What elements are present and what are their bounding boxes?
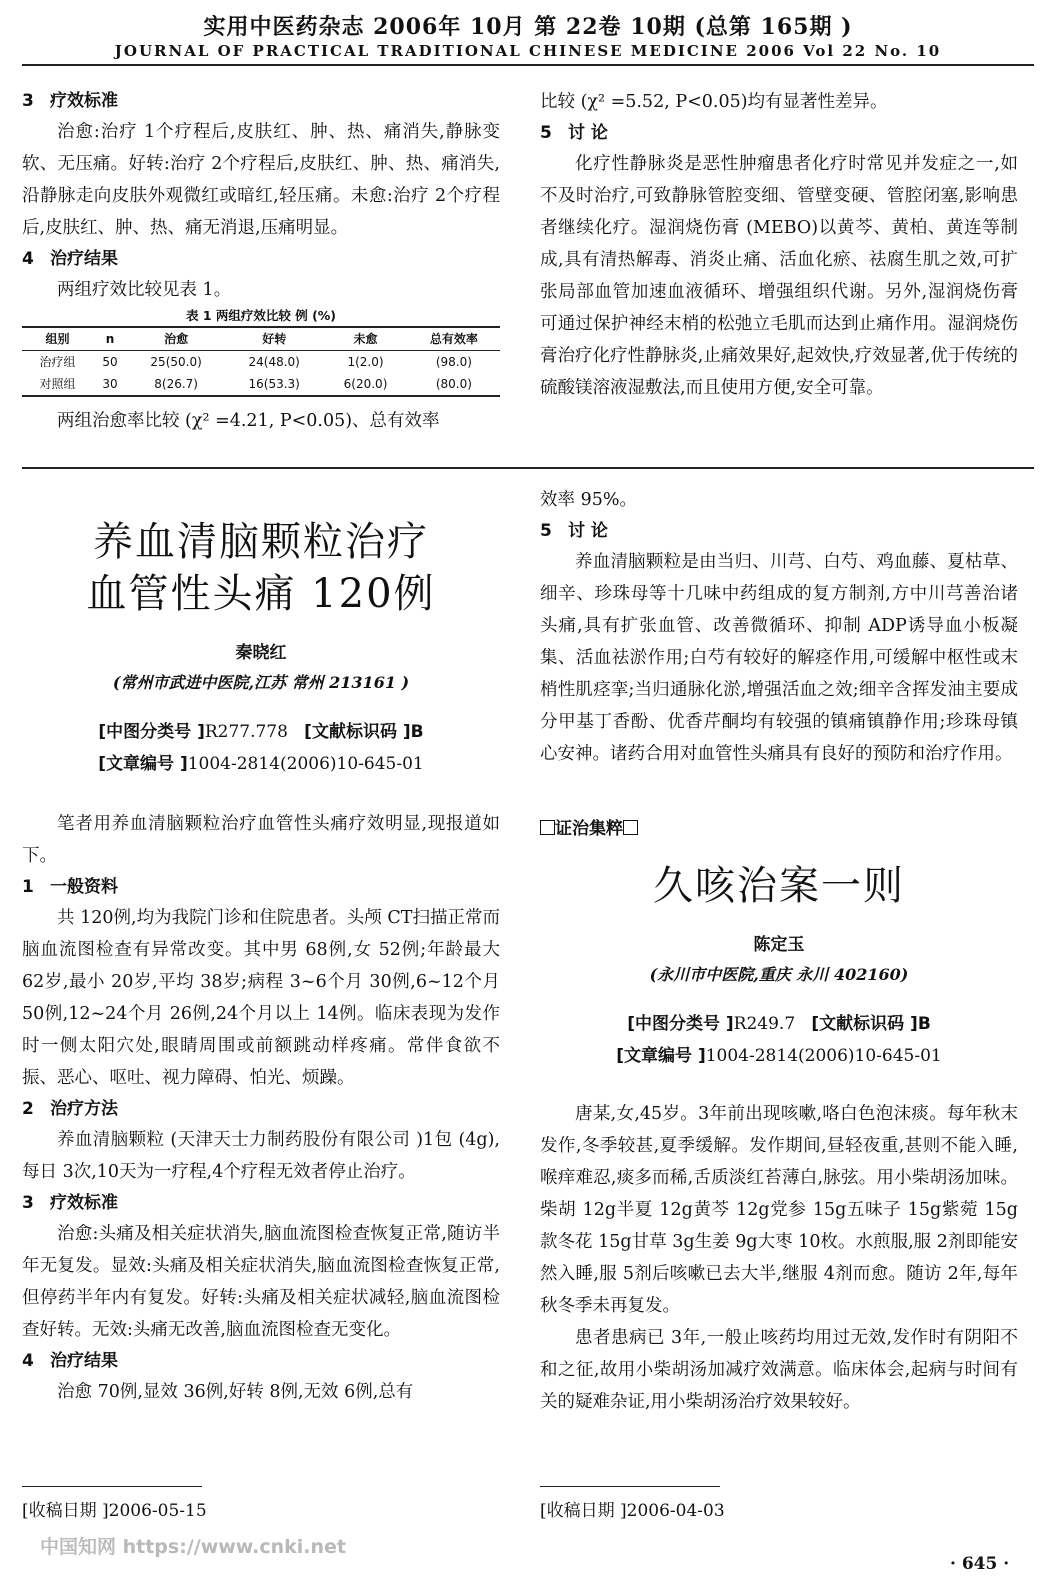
paragraph: 化疗性静脉炎是恶性肿瘤患者化疗时常见并发症之一,如不及时治疗,可致静脉管腔变细、管壁变硬、管腔闭塞,影响患者继续化疗。湿润烧伤膏 (MEBO)以黄芩、黄柏、黄连等制成,具有清热解毒、消炎止痛、活血化瘀、祛腐生肌之效,可扩张局部血管加速血液循环、增强组织代谢。另外,湿润烧伤膏可通过保护神经末梢的松弛立毛肌而达到止痛作用。湿润烧伤膏治疗化疗性静脉炎,止痛效果好,起效快,疗效显著,优于传统的硫酸镁溶液湿敷法,而且使用方便,安全可靠。 — [540, 154, 1018, 398]
section-heading: 4 治疗结果 — [22, 249, 118, 269]
results-table — [22, 326, 500, 397]
section-heading: 5 讨 论 — [540, 521, 608, 541]
article1-author: 秦晓红 — [235, 643, 287, 663]
article2-received-date: [收稿日期 ]2006-04-03 — [540, 1501, 725, 1521]
footnote-rule — [540, 1486, 720, 1487]
table-cell: (80.0) — [435, 377, 472, 391]
table-cell: 30 — [102, 377, 118, 391]
section-heading: 3 疗效标准 — [22, 91, 118, 111]
journal-header-en: JOURNAL OF PRACTICAL TRADITIONAL CHINESE MEDICINE 2006 Vol 22 No. 10 — [114, 42, 942, 60]
paragraph: 治愈:治疗 1个疗程后,皮肤红、肿、热、痛消失,静脉变软、无压痛。好转:治疗 2个疗程后,皮肤红、肿、热、痛消失,沿静脉走向皮肤外观微红或暗红,轻压痛。未愈:治疗 2个疗程后,皮肤红、肿、热、痛无消退,压痛明显。 — [22, 122, 500, 238]
paragraph: 治愈:头痛及相关症状消失,脑血流图检查恢复正常,随访半年无复发。显效:头痛及相关症状消失,脑血流图检查恢复正常,但停药半年内有复发。好转:头痛及相关症状减轻,脑血流图检查好转。无效:头痛无改善,脑血流图检查无变化。 — [22, 1224, 500, 1340]
paragraph: 唐某,女,45岁。3年前出现咳嗽,咯白色泡沫痰。每年秋末发作,冬季较甚,夏季缓解。发作期间,昼轻夜重,甚则不能入睡,喉痒难忍,痰多而稀,舌质淡红苔薄白,脉弦。用小柴胡汤加味。柴胡 12g半夏 12g黄芩 12g党参 15g五味子 15g紫菀 15g款冬花 15g甘草 3g生姜 9g大枣 10枚。水煎服,服 2剂即能安然入睡,服 5剂后咳嗽已去大半,继服 4剂而愈。随访 2年,每年秋冬季未再复发。 — [540, 1104, 1018, 1316]
article2-author: 陈定玉 — [753, 935, 805, 955]
article2-affiliation: (永川市中医院,重庆 永川 402160) — [649, 965, 909, 984]
paragraph: 患者患病已 3年,一般止咳药均用过无效,发作时有阴阳不和之征,故用小柴胡汤加减疗效满意。临床体会,起病与时间有关的疑难杂证,用小柴胡汤治疗效果较好。 — [540, 1328, 1018, 1412]
header-rule — [22, 64, 1034, 66]
article1-title-line2: 血管性头痛 120例 — [86, 571, 436, 617]
article2-title: 久咳治案一则 — [653, 863, 905, 909]
paragraph: 笔者用养血清脑颗粒治疗血管性头痛疗效明显,现报道如下。 — [22, 814, 500, 866]
paragraph: 治愈 70例,显效 36例,好转 8例,无效 6例,总有 — [57, 1382, 414, 1402]
footnote-rule — [22, 1486, 202, 1487]
box-icon — [623, 820, 638, 835]
page-number: · 645 · — [950, 1554, 1010, 1574]
table-header-cell: 治愈 — [164, 332, 189, 346]
section-heading: 3 疗效标准 — [22, 1193, 118, 1213]
table-cell: 对照组 — [39, 377, 76, 391]
paragraph: 共 120例,均为我院门诊和住院患者。头颅 CT扫描正常而脑血流图检查有异常改变。其中男 68例,女 52例;年龄最大 62岁,最小 20岁,平均 38岁;病程 3~6个月 30例,6~12个月 50例,12~24个月 26例,24个月以上 14例。临床表现为发作时一侧太阳穴处,眼睛周围或前额跳动样疼痛。常伴食欲不振、恶心、呕吐、视力障碍、怕光、烦躁。 — [22, 908, 500, 1088]
table-row — [22, 373, 500, 396]
section-heading: 5 讨 论 — [540, 123, 608, 143]
paragraph: 两组疗效比较见表 1。 — [57, 280, 232, 300]
table-cell: 6(20.0) — [343, 377, 388, 391]
paragraph-continuation: 效率 95%。 — [540, 490, 637, 510]
table-cell: 16(53.3) — [248, 377, 300, 391]
article2-classification: [中图分类号 ]R249.7 [文献标识码 ]B — [627, 1014, 931, 1034]
paragraph: 养血清脑颗粒 (天津天士力制药股份有限公司 )1包 (4g),每日 3次,10天为一疗程,4个疗程无效者停止治疗。 — [22, 1130, 500, 1182]
table-header-cell: 未愈 — [353, 332, 378, 346]
section-heading: 2 治疗方法 — [22, 1099, 118, 1119]
article1-received-date: [收稿日期 ]2006-05-15 — [22, 1501, 207, 1521]
article1-title-line1: 养血清脑颗粒治疗 — [93, 519, 429, 565]
article2-article-number: [文章编号 ]1004-2814(2006)10-645-01 — [616, 1046, 942, 1066]
box-icon — [540, 820, 555, 835]
paragraph: 两组治愈率比较 (χ² =4.21, P<0.05)、总有效率 — [57, 411, 440, 431]
table-header-cell: 好转 — [262, 332, 287, 346]
article-separator — [22, 467, 1034, 469]
table-header-cell: n — [105, 332, 115, 346]
table-header-cell: 组别 — [45, 332, 70, 346]
section-heading: 4 治疗结果 — [22, 1351, 118, 1371]
prev-article-left-column — [22, 86, 500, 437]
table-cell: 8(26.7) — [154, 377, 198, 391]
article1-affiliation: (常州市武进中医院,江苏 常州 213161 ) — [112, 673, 410, 692]
section-heading: 1 一般资料 — [22, 877, 118, 897]
table-row — [22, 351, 500, 374]
article2-title-block — [540, 860, 1018, 1072]
table-cell: 1(2.0) — [347, 355, 384, 369]
table-header-cell: 总有效率 — [429, 332, 478, 346]
journal-header-cn: 实用中医药杂志 2006年 10月 第 22卷 10期 (总第 165期 ) — [203, 14, 853, 40]
column-label: 证治集粹 — [540, 814, 638, 839]
table-cell: 24(48.0) — [248, 355, 300, 369]
table-cell: 50 — [102, 355, 118, 369]
article1-classification: [中图分类号 ]R277.778 [文献标识码 ]B — [98, 722, 424, 742]
table-cell: (98.0) — [435, 355, 472, 369]
table-cell: 治疗组 — [39, 355, 76, 369]
paragraph: 养血清脑颗粒是由当归、川芎、白芍、鸡血藤、夏枯草、细辛、珍珠母等十几味中药组成的复方制剂,方中川芎善治诸头痛,具有扩张血管、改善微循环、抑制 ADP诱导血小板凝集、活血祛淤作用;白芍有较好的解痉作用,可缓解中枢性或末梢性肌痉挛;当归通脉化淤,增强活血之效;细辛含挥发油主要成分甲基丁香酚、优香芹酮均有较强的镇痛镇静作用;珍珠母镇心安神。诸药合用对血管性头痛具有良好的预防和治疗作用。 — [540, 552, 1018, 764]
article1-article-number: [文章编号 ]1004-2814(2006)10-645-01 — [98, 754, 424, 774]
article1-left-column — [22, 808, 500, 1408]
table-cell: 25(50.0) — [150, 355, 202, 369]
table-header-row — [22, 327, 500, 351]
paragraph-continuation: 比较 (χ² =5.52, P<0.05)均有显著性差异。 — [540, 92, 888, 112]
article1-title-block — [22, 516, 500, 780]
prev-article-right-column — [540, 86, 1018, 404]
table-caption: 表 1 两组疗效比较 例 (%) — [185, 308, 337, 323]
article1-right-column — [540, 484, 1018, 770]
cnki-watermark: 中国知网 https://www.cnki.net — [40, 1536, 347, 1558]
article2-body — [540, 1098, 1018, 1418]
